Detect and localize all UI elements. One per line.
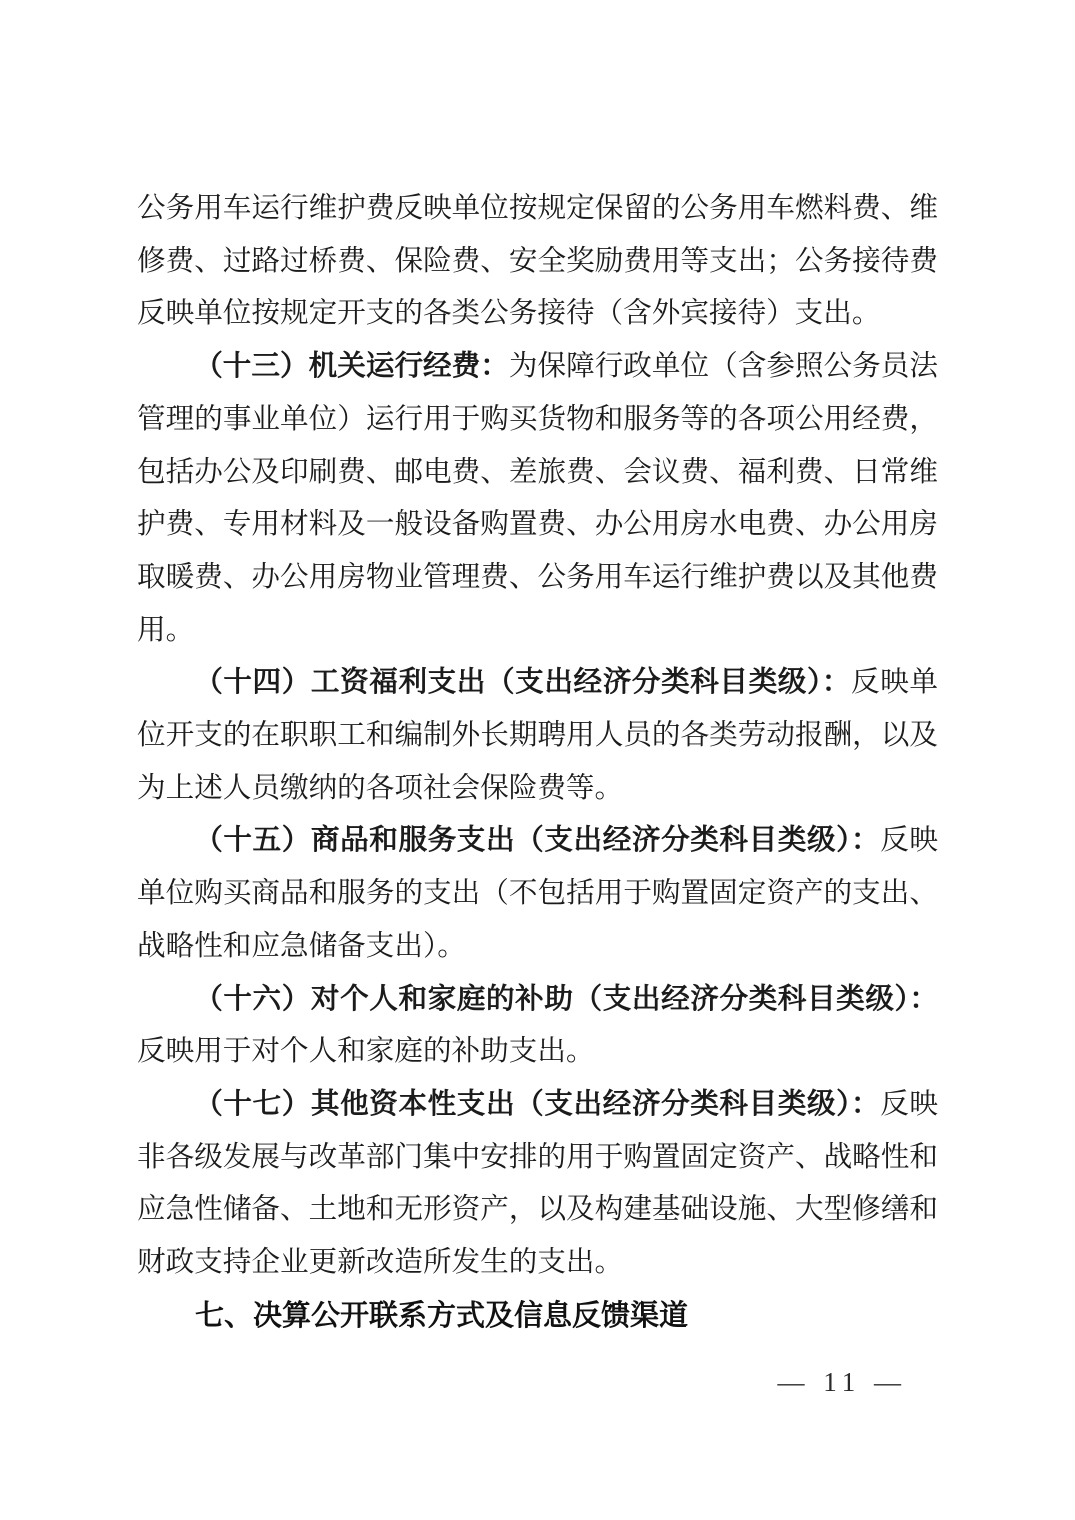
body-paragraph — [137, 657, 938, 815]
paragraph-text: 反映非各级发展与改革部门集中安排的用于购置固定资产、战略性和应急性储备、土地和无形资产，以及构建基础设施、大型修缮和财政支持企业更新改造所发生的支出。 — [137, 1088, 938, 1279]
paragraph-lead-bold: （十六）对个人和家庭的补助（支出经济分类科目类级）： — [194, 983, 938, 1015]
section-heading: 七、决算公开联系方式及信息反馈渠道 — [195, 1299, 689, 1332]
body-paragraph — [137, 341, 938, 657]
body-paragraph — [137, 974, 938, 1079]
paragraph-text: 为保障行政单位（含参照公务员法管理的事业单位）运行用于购买货物和服务等的各项公用经费，包括办公及印刷费、邮电费、差旅费、会议费、福利费、日常维护费、专用材料及一般设备购置费、办公用房水电费、办公用房取暖费、办公用房物业管理费、公务用车运行维护费以及其他费用。 — [137, 351, 938, 646]
paragraph-lead-bold: （十七）其他资本性支出（支出经济分类科目类级）： — [194, 1088, 881, 1120]
body-paragraph — [137, 1079, 938, 1290]
paragraph-text: 反映单位开支的在职职工和编制外长期聘用人员的各类劳动报酬，以及为上述人员缴纳的各项社会保险费等。 — [137, 667, 938, 804]
body-paragraph — [137, 815, 938, 973]
paragraph-text: 反映用于对个人和家庭的补助支出。 — [137, 1036, 595, 1068]
paragraph-text: 公务用车运行维护费反映单位按规定保留的公务用车燃料费、维修费、过路过桥费、保险费、安全奖励费用等支出；公务接待费反映单位按规定开支的各类公务接待（含外宾接待）支出。 — [137, 193, 938, 330]
paragraph-lead-bold: （十五）商品和服务支出（支出经济分类科目类级）： — [194, 825, 881, 857]
document-body — [137, 183, 938, 1342]
paragraph-lead-bold: （十四）工资福利支出（支出经济分类科目类级）： — [194, 667, 852, 699]
paragraph-lead-bold: （十三）机关运行经费： — [194, 351, 509, 383]
page-number: — 11 — — [777, 1367, 907, 1397]
paragraph-text: 反映单位购买商品和服务的支出（不包括用于购置固定资产的支出、战略性和应急储备支出）。 — [137, 825, 938, 962]
body-paragraph — [137, 183, 938, 341]
